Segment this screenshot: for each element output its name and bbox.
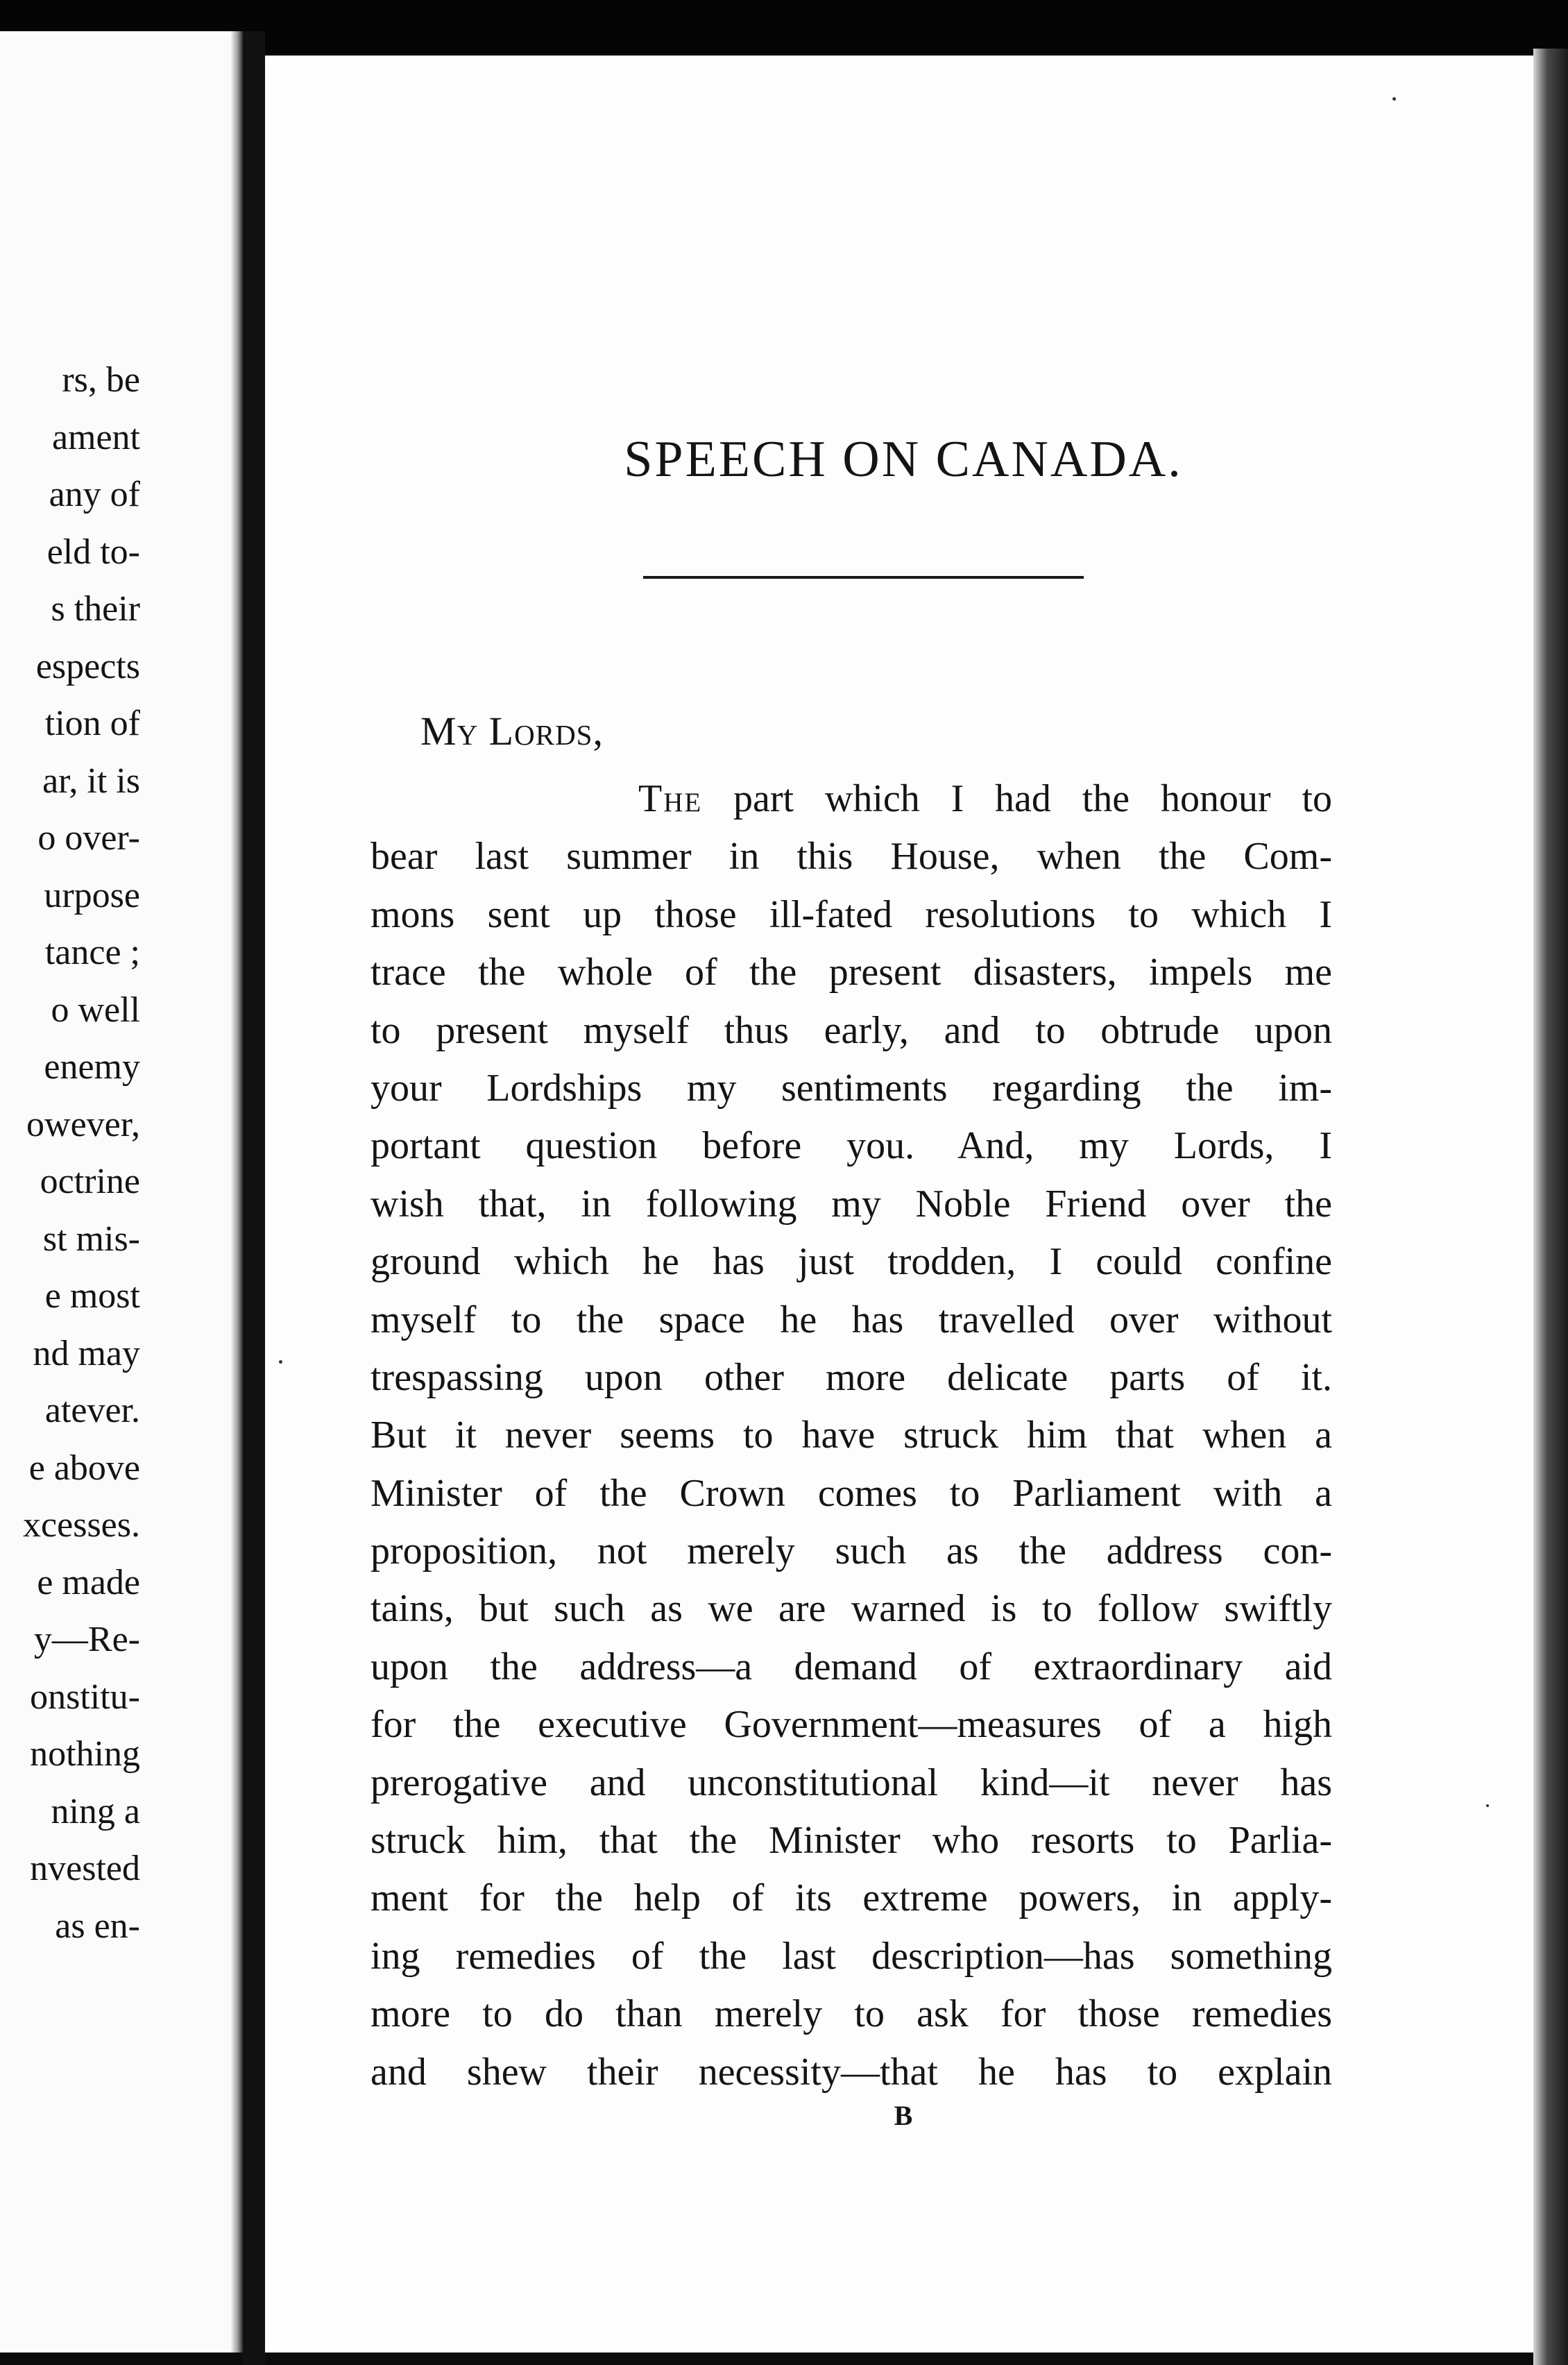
body-line: mons sent up those ill-fated resolutions to which I: [370, 892, 1332, 936]
left-page-line: urpose: [44, 875, 140, 915]
left-page-line: tance ;: [44, 933, 140, 972]
left-page-line: eld to-: [46, 532, 140, 572]
left-page-line: onstitu-: [30, 1677, 140, 1717]
left-page-line: ning a: [51, 1791, 140, 1831]
body-line: myself to the space he has travelled over without: [370, 1298, 1332, 1341]
left-page-line: atever.: [44, 1391, 140, 1430]
left-page: [0, 31, 243, 2353]
left-page-line: espects: [35, 646, 140, 686]
left-page-line: st mis-: [42, 1219, 140, 1259]
body-line: wish that, in following my Noble Friend over the: [370, 1182, 1332, 1226]
title-rule: [643, 576, 1084, 579]
body-line: But it never seems to have struck him that when a: [370, 1414, 1332, 1457]
body-text: [370, 770, 1332, 2101]
left-page-text: [23, 352, 140, 1955]
left-page-line: nothing: [30, 1734, 140, 1774]
body-line: to present myself thus early, and to obtrude upon: [370, 1008, 1332, 1052]
body-line: Minister of the Crown comes to Parliament with a: [370, 1471, 1332, 1515]
book-spine-gap: [243, 31, 265, 2365]
left-page-line: enemy: [44, 1047, 140, 1087]
body-line: ment for the help of its extreme powers, in apply-: [370, 1876, 1332, 1920]
signature-mark: B: [894, 2100, 913, 2131]
page-title: SPEECH ON CANADA.: [624, 431, 1183, 488]
left-page-line: nd may: [33, 1333, 140, 1373]
scan-speck: [1392, 97, 1396, 101]
body-line: more to do than merely to ask for those remedies: [370, 1992, 1332, 2036]
left-page-line: as en-: [55, 1906, 140, 1946]
left-page-line: o well: [51, 990, 140, 1030]
body-line: bear last summer in this House, when the Com-: [370, 835, 1332, 879]
left-page-line: any of: [49, 475, 140, 514]
body-line: upon the address—a demand of extraordinary aid: [370, 1645, 1332, 1688]
left-page-line: s their: [51, 589, 140, 629]
body-line: for the executive Government—measures of a high: [370, 1703, 1332, 1747]
left-page-line: tion of: [44, 704, 140, 743]
left-page-line: owever,: [26, 1104, 140, 1144]
left-page-line: nvested: [30, 1849, 140, 1888]
body-line: prerogative and unconstitutional kind—it never has: [370, 1761, 1332, 1804]
left-page-line: ament: [51, 417, 140, 457]
left-page-line: rs, be: [62, 360, 140, 400]
body-line-first: [370, 770, 1332, 828]
left-page-line: e made: [37, 1562, 140, 1602]
left-page-gutter-shadow: [230, 31, 243, 2353]
left-page-line: y—Re-: [33, 1620, 140, 1659]
left-page-line: xcesses.: [23, 1505, 140, 1545]
body-line: your Lordships my sentiments regarding the im-: [370, 1066, 1332, 1110]
right-page-edge-shadow: [1533, 49, 1568, 2365]
salutation: My Lords,: [420, 709, 604, 754]
scan-speck: [279, 1360, 282, 1364]
right-page: [265, 56, 1542, 2353]
body-line: portant question before you. And, my Lords, I: [370, 1124, 1332, 1168]
body-line: ground which he has just trodden, I could confine: [370, 1240, 1332, 1284]
left-page-line: octrine: [40, 1162, 140, 1201]
body-line: trace the whole of the present disasters, impels me: [370, 951, 1332, 994]
left-page-line: e most: [44, 1276, 140, 1316]
first-line-rest: part which I had the honour to: [702, 777, 1332, 820]
body-line: tains, but such as we are warned is to follow swiftly: [370, 1587, 1332, 1631]
left-page-line: e above: [28, 1448, 140, 1488]
body-line: struck him, that the Minister who resorts to Parlia-: [370, 1819, 1332, 1863]
body-line: proposition, not merely such as the address con-: [370, 1529, 1332, 1573]
body-line: and shew their necessity—that he has to explain: [370, 2050, 1332, 2094]
body-line: trespassing upon other more delicate parts of it.: [370, 1355, 1332, 1399]
left-page-line: o over-: [37, 818, 140, 858]
lead-word: The: [638, 777, 703, 820]
left-page-line: ar, it is: [42, 761, 140, 801]
body-line: ing remedies of the last description—has something: [370, 1934, 1332, 1978]
scan-speck: [1486, 1804, 1489, 1807]
